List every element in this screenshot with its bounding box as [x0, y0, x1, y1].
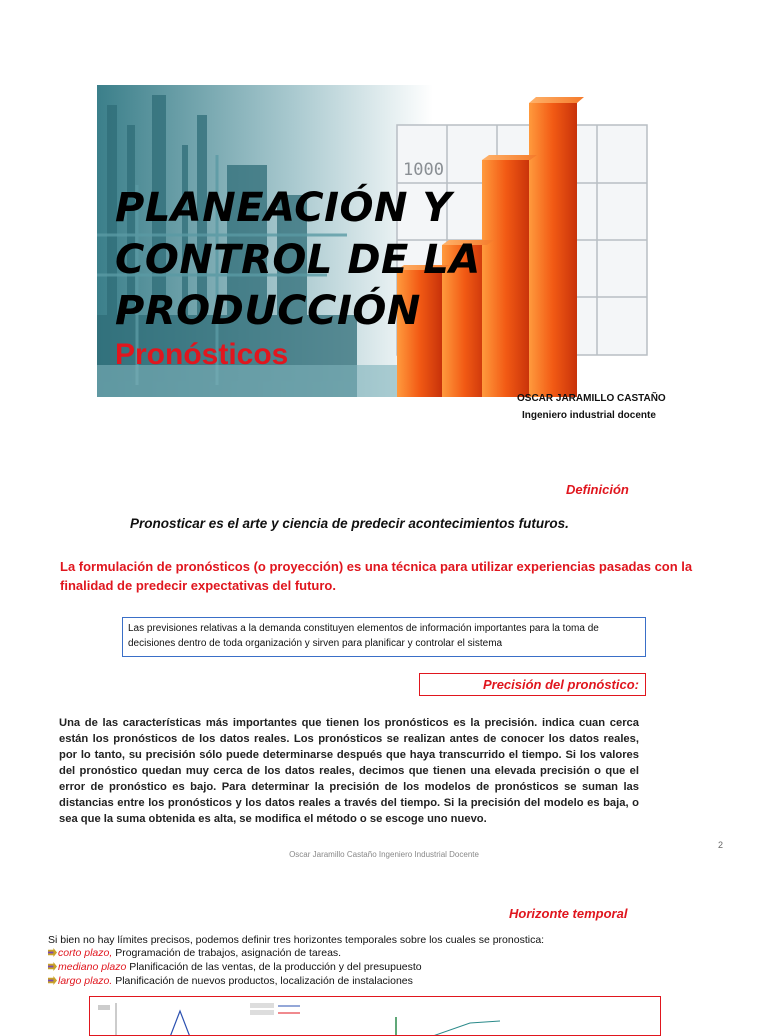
- title-line-1: PLANEACIÓN Y: [115, 185, 452, 231]
- definition-text: Pronosticar es el arte y ciencia de predecir acontecimientos futuros.: [130, 516, 569, 531]
- arrow-bullet-icon: [48, 948, 57, 957]
- horizon-desc: Programación de trabajos, asignación de tareas.: [112, 947, 342, 959]
- title-line-3: PRODUCCIÓN: [115, 288, 421, 334]
- arrow-bullet-icon: [48, 976, 57, 985]
- horizon-item-largo: [48, 975, 413, 987]
- arrow-bullet-icon: [48, 962, 57, 971]
- horizon-desc: Planificación de nuevos productos, localización de instalaciones: [112, 975, 413, 987]
- precision-paragraph: Una de las características más importantes que tienen los pronósticos es la precisión. indica cuan cerca están los pronósticos de los datos reales. Los pronósticos se realizan antes de conocer los datos reales, por lo tanto, su precisión sólo puede determinarse después que haya transcurrido el tiempo. Si los valores del pronóstico quedan muy cerca de los datos reales, decimos que tienen una elevada precisión o que el error de pronóstico es bajo. Para determinar la precisión de los modelos de pronósticos se suman las distancias entre los pronósticos y los datos reales a través del tiempo. Si la precisión del modelo es baja, o sea que la suma obtenida es alta, se modifica el método o se escoge uno nuevo.: [59, 717, 639, 825]
- cropped-chart-box: [89, 996, 661, 1036]
- horizon-item-corto: [48, 947, 341, 959]
- horizon-desc: Planificación de las ventas, de la producción y del presupuesto: [126, 961, 422, 973]
- title-banner: [97, 85, 657, 397]
- horizon-term: corto plazo,: [58, 947, 113, 959]
- subtitle: Pronósticos: [115, 338, 289, 371]
- cropped-chart-graphic: [90, 997, 661, 1036]
- definition-heading: Definición: [566, 482, 629, 497]
- chart-label-1000: 1000: [403, 160, 444, 180]
- previsiones-box: Las previsiones relativas a la demanda constituyen elementos de información importantes para la toma de decisiones dentro de toda organización y sirven para planificar y controlar el sistema: [122, 617, 646, 657]
- title-line-2: CONTROL DE LA: [115, 237, 481, 283]
- horizonte-intro: Si bien no hay límites precisos, podemos definir tres horizontes temporales sobre los cuales se pronostica:: [48, 934, 545, 946]
- horizon-term: mediano plazo: [58, 961, 127, 973]
- page-number: 2: [718, 840, 724, 850]
- horizonte-heading: Horizonte temporal: [509, 906, 628, 921]
- slide-footer: Oscar Jaramillo Castaño Ingeniero Industrial Docente: [289, 850, 479, 859]
- horizon-item-mediano: [48, 961, 422, 973]
- author-name: OSCAR JARAMILLO CASTAÑO: [517, 393, 666, 404]
- horizon-term: largo plazo.: [58, 975, 113, 987]
- formulacion-paragraph: La formulación de pronósticos (o proyección) es una técnica para utilizar experiencias pasadas con la finalidad de predecir expectativas del futuro.: [60, 559, 693, 593]
- precision-heading-box: Precisión del pronóstico:: [419, 673, 646, 696]
- author-role: Ingeniero industrial docente: [522, 410, 656, 421]
